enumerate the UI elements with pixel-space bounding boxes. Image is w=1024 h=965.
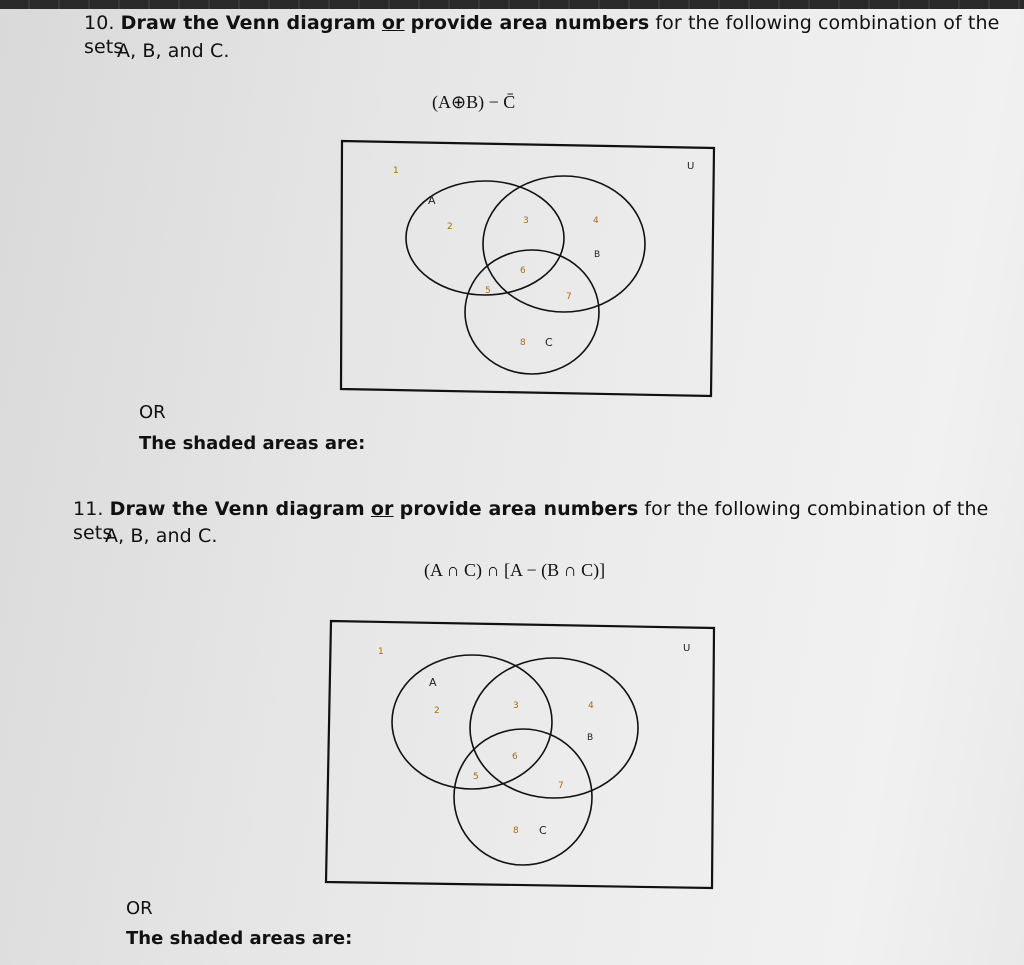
problem-number: 11. [73, 498, 104, 520]
set-c-label: C [545, 336, 553, 349]
circle-c [465, 250, 599, 374]
region-4-label: 4 [593, 216, 599, 226]
region-2-label: 2 [434, 706, 440, 716]
instruction-rest: for the following combination of the sets [84, 12, 1000, 58]
region-3-label: 3 [513, 701, 519, 711]
region-7-label: 7 [566, 292, 572, 302]
universe-rectangle [341, 141, 714, 396]
region-5-label: 5 [485, 286, 491, 296]
instruction-draw: Draw the Venn diagram [109, 498, 365, 520]
instruction-or: or [381, 12, 405, 34]
region-5-label: 5 [473, 772, 479, 782]
instruction-or: or [370, 498, 394, 520]
sets-line: A, B, and C. [105, 525, 218, 547]
region-8-label: 8 [520, 338, 526, 348]
region-3-label: 3 [523, 216, 529, 226]
set-a-label: A [428, 194, 436, 207]
region-2-label: 2 [447, 222, 453, 232]
region-7-label: 7 [558, 781, 564, 791]
problem-number: 10. [84, 12, 115, 34]
instruction-draw: Draw the Venn diagram [120, 12, 376, 34]
set-c-label: C [539, 824, 547, 837]
region-1-label: 1 [393, 166, 399, 176]
shaded-areas-label: The shaded areas are: [139, 433, 366, 454]
universe-rectangle [326, 621, 714, 888]
set-b-label: B [594, 250, 601, 260]
region-6-label: 6 [520, 266, 526, 276]
instruction-provide: provide area numbers [410, 12, 650, 34]
circle-b [470, 658, 638, 798]
problem-11-sets [105, 524, 217, 548]
sets-line: A, B, and C. [117, 40, 230, 62]
set-b-label: B [587, 733, 594, 743]
or-label: OR [126, 898, 153, 919]
shaded-areas-label: The shaded areas are: [126, 928, 353, 949]
region-4-label: 4 [588, 701, 594, 711]
problem-10-formula: (A⊕B) − C̄ [432, 92, 516, 112]
or-label: OR [139, 402, 166, 423]
region-8-label: 8 [513, 826, 519, 836]
problem-11-formula: (A ∩ C) ∩ [A − (B ∩ C)] [424, 560, 606, 580]
region-6-label: 6 [512, 752, 518, 762]
instruction-provide: provide area numbers [399, 498, 639, 520]
instruction-rest: for the following combination of the sets [73, 498, 989, 544]
universe-label: U [687, 161, 695, 172]
universe-label: U [683, 643, 691, 654]
region-1-label: 1 [378, 647, 384, 657]
circle-a [392, 655, 552, 789]
set-a-label: A [429, 676, 437, 689]
